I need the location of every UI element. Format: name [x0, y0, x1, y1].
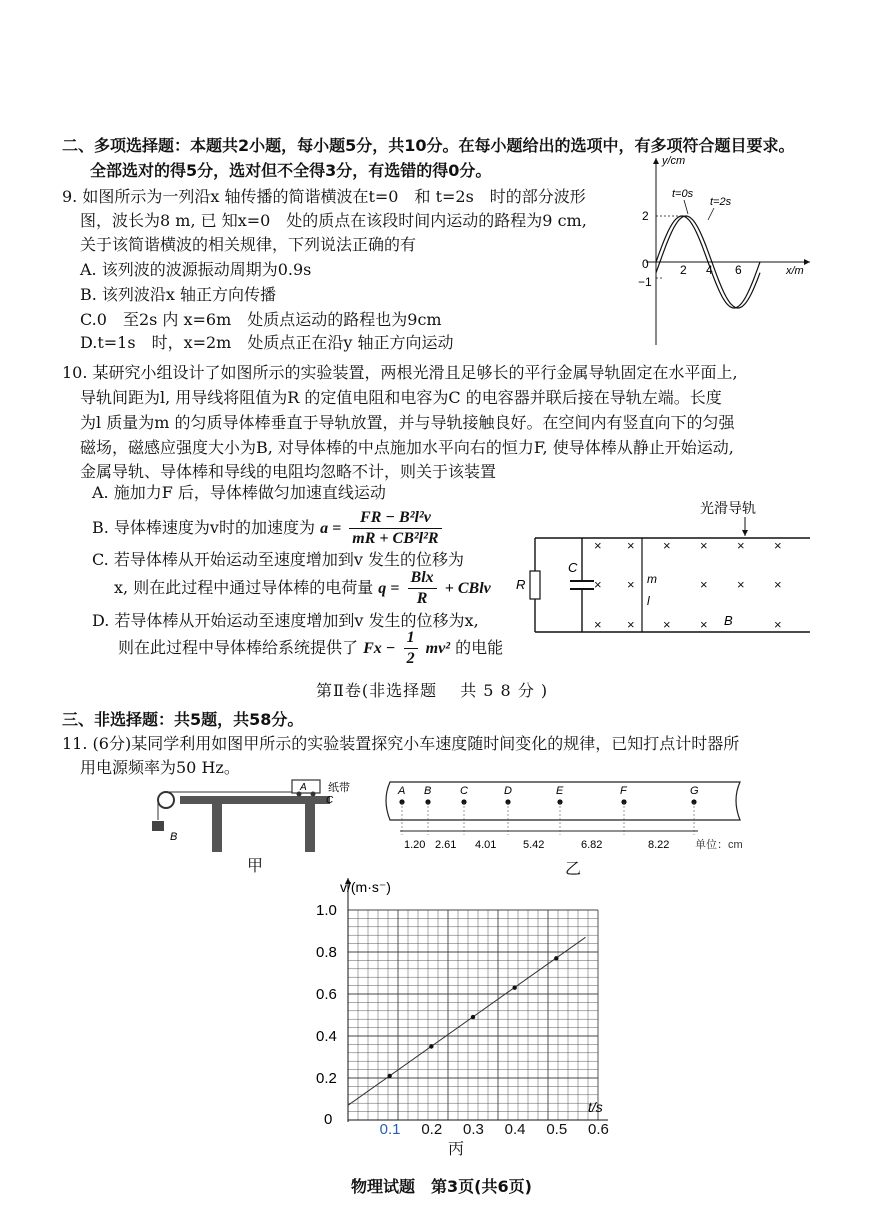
field-cross: ×: [700, 617, 708, 632]
q10-option-d-line2: [118, 628, 503, 669]
q10-circuit-diagram: [510, 495, 815, 645]
field-cross: ×: [594, 538, 602, 553]
part2-title: 第Ⅱ卷(非选择题 共 5 8 分 ): [316, 681, 549, 700]
q10-line2: 导轨间距为l, 用导线将阻值为R 的定值电阻和电容为C 的电容器并联后接在导轨左端。长度: [80, 388, 722, 407]
q10-label-c: C: [568, 560, 578, 575]
vt-xlabel: t/s: [588, 1099, 603, 1115]
q10-line5: 金属导轨、导体棒和导线的电阻均忽略不计，则关于该装置: [80, 462, 497, 481]
vt-xtick: 0.6: [588, 1121, 609, 1138]
vt-ytick: 1.0: [316, 902, 337, 919]
q9-xtick-6: 6: [735, 263, 742, 277]
q10-label-m: m: [647, 572, 657, 586]
q10-label-r: R: [516, 577, 526, 592]
table-top: [180, 796, 330, 804]
q10-option-d-fraction: [404, 628, 418, 669]
vt-xtick: 0.3: [463, 1121, 484, 1138]
field-cross: ×: [663, 538, 671, 553]
vt-ytick: 0.6: [316, 986, 337, 1003]
q9-ylabel: y/cm: [662, 155, 686, 167]
q9-line1: 9. 如图所示为一列沿x 轴传播的简谐横波在t=0 和 t=2s 时的部分波形: [62, 187, 586, 206]
tape-point-label: D: [504, 785, 512, 797]
q9-line3: 关于该简谐横波的相关规律，下列说法正确的有: [80, 235, 417, 254]
q9-option-d: D.t=1s 时，x=2m 处质点正在沿y 轴正方向运动: [80, 333, 454, 352]
field-cross: ×: [700, 538, 708, 553]
tape-point-label: F: [620, 785, 627, 797]
q10-option-d-mv: mv²: [425, 640, 451, 657]
q10-option-c-denominator: R: [416, 590, 428, 607]
vt-data-point: [387, 1074, 391, 1078]
vt-ylabel: v/(m·s⁻): [340, 879, 391, 895]
vt-data-point: [471, 1015, 475, 1019]
field-cross: ×: [737, 577, 745, 592]
vt-origin: 0: [324, 1111, 333, 1128]
q10-label-l: l: [647, 594, 650, 608]
q9-option-a: A. 该列波的波源振动周期为0.9s: [80, 260, 312, 279]
q10-option-b-numerator: FR − B²l²v: [349, 508, 441, 529]
q10-option-d-tail: 的电能: [455, 638, 504, 657]
q11-line2: 用电源频率为50 Hz。: [80, 758, 240, 777]
tape-point-label: C: [460, 785, 468, 797]
fig-jia-label-a: A: [300, 782, 307, 793]
table-leg: [212, 804, 222, 852]
page-footer: 物理试题 第3页(共6页): [351, 1177, 532, 1196]
q10-option-c-text: x, 则在此过程中通过导体棒的电荷量: [114, 578, 374, 597]
q10-option-b-fraction: [349, 508, 441, 549]
q9-label-t2: t=2s: [710, 196, 732, 208]
q10-option-c-lhs: q =: [378, 580, 400, 597]
q11-fig-jia: [150, 776, 350, 854]
section2-header: 二、多项选择题：本题共2小题，每小题5分，共10分。在每小题给出的选项中，有多项符合题目要求。: [62, 136, 795, 155]
q9-xlabel: x/m: [786, 265, 804, 277]
tape-point-label: E: [556, 785, 564, 797]
q10-resistor: [530, 571, 540, 599]
q10-option-d-text: 则在此过程中导体棒给系统提供了: [118, 638, 359, 657]
field-cross: ×: [594, 577, 602, 592]
q9-ytick-m1: −1: [638, 275, 652, 289]
q10-option-b: [92, 508, 445, 549]
q11-fig-bing-label: 丙: [448, 1139, 465, 1158]
vt-data-point: [429, 1044, 433, 1048]
q10-option-b-denominator: mR + CB²l²R: [352, 530, 439, 547]
q9-wave-graph: [628, 150, 813, 350]
q9-label-t0: t=0s: [672, 188, 694, 200]
tape-unit: 单位：cm: [695, 839, 743, 851]
q10-option-d-lhs: Fx −: [363, 640, 396, 657]
field-cross: ×: [627, 538, 635, 553]
q9-xtick-4: 4: [706, 263, 713, 277]
q10-label-b: B: [724, 613, 733, 628]
q11-fig-yi: [380, 780, 760, 855]
q10-line3: 为l 质量为m 的匀质导体棒垂直于导轨放置，并与导轨接触良好。在空间内有竖直向下的匀强: [80, 413, 735, 432]
field-cross: ×: [737, 538, 745, 553]
tape-distance: 1.20: [404, 839, 426, 851]
field-cross: ×: [774, 617, 782, 632]
q10-option-a: A. 施加力F 后，导体棒做匀加速直线运动: [92, 483, 386, 502]
vt-ytick: 0.2: [316, 1070, 337, 1087]
fig-jia-label-b: B: [170, 831, 178, 843]
vt-ytick: 0.8: [316, 944, 337, 961]
vt-fit-line: [348, 937, 586, 1105]
q10-option-c-tail: + CBlv: [444, 580, 491, 597]
q11-fig-jia-label: 甲: [247, 856, 264, 875]
q9-option-b: B. 该列波沿x 轴正方向传播: [80, 285, 277, 304]
section3-header: 三、非选择题：共5题，共58分。: [62, 710, 304, 729]
q10-line1: 10. 某研究小组设计了如图所示的实验装置，两根光滑且足够长的平行金属导轨固定在水平面上,: [62, 363, 738, 382]
tape-point-label: B: [424, 785, 432, 797]
vt-xtick: 0.4: [504, 1121, 526, 1138]
tape-point-label: A: [398, 785, 406, 797]
q10-option-c-numerator: Blx: [408, 568, 437, 589]
tape-point-label: G: [690, 785, 699, 797]
q10-option-b-text: B. 导体棒速度为v时的加速度为: [92, 518, 315, 537]
table-leg: [305, 804, 315, 852]
field-cross: ×: [774, 538, 782, 553]
q10-option-d-line1: D. 若导体棒从开始运动至速度增加到v 发生的位移为x,: [92, 611, 479, 630]
q10-option-b-lhs: a =: [320, 520, 342, 537]
tape-distance: 6.82: [581, 839, 603, 851]
vt-xtick: 0.2: [421, 1121, 443, 1138]
q11-vt-chart: [316, 872, 618, 1138]
q10-option-c-fraction: [408, 568, 437, 609]
pulley: [158, 792, 174, 808]
tape-distance: 8.22: [648, 839, 670, 851]
field-cross: ×: [700, 577, 708, 592]
fig-jia-tape-label: 纸带: [328, 782, 350, 794]
q9-ytick-2: 2: [642, 209, 649, 223]
tape-distance: 2.61: [435, 839, 457, 851]
fig-jia-label-c: C: [326, 795, 334, 806]
q10-line4: 磁场，磁感应强度大小为B, 对导体棒的中点施加水平向右的恒力F, 使导体棒从静止开始运动,: [80, 438, 734, 457]
tape-distance: 4.01: [475, 839, 497, 851]
vt-data-point: [554, 956, 558, 960]
q10-rail-label: 光滑导轨: [700, 500, 756, 516]
q9-option-c: C.0 至2s 内 x=6m 处质点运动的路程也为9cm: [80, 310, 442, 329]
vt-xtick: 0.5: [546, 1121, 568, 1138]
tape-distance: 5.42: [523, 839, 545, 851]
field-cross: ×: [627, 577, 635, 592]
field-cross: ×: [663, 617, 671, 632]
section2-header-2: 全部选对的得5分，选对但不全得3分，有选错的得0分。: [90, 161, 492, 180]
vt-xtick: 0.1: [379, 1121, 401, 1138]
field-cross: ×: [627, 617, 635, 632]
field-cross: ×: [594, 617, 602, 632]
vt-ytick: 0.4: [316, 1028, 337, 1045]
weight-b: [152, 821, 164, 831]
q10-option-d-denominator: 2: [406, 650, 415, 667]
q9-xtick-2: 2: [680, 263, 687, 277]
q11-fig-yi-label: 乙: [565, 859, 582, 878]
q10-option-c-line2: [114, 568, 491, 609]
q9-origin: 0: [642, 257, 649, 271]
q11-line1: 11. (6分)某同学利用如图甲所示的实验装置探究小车速度随时间变化的规律，已知打点计时器所: [62, 734, 740, 753]
vt-data-point: [512, 986, 516, 990]
field-cross: ×: [774, 577, 782, 592]
q9-line2: 图，波长为8 m, 已 知x=0 处的质点在该段时间内运动的路程为9 cm,: [80, 211, 587, 230]
q10-option-c-line1: C. 若导体棒从开始运动至速度增加到v 发生的位移为: [92, 550, 464, 569]
q10-option-d-numerator: 1: [404, 628, 418, 649]
